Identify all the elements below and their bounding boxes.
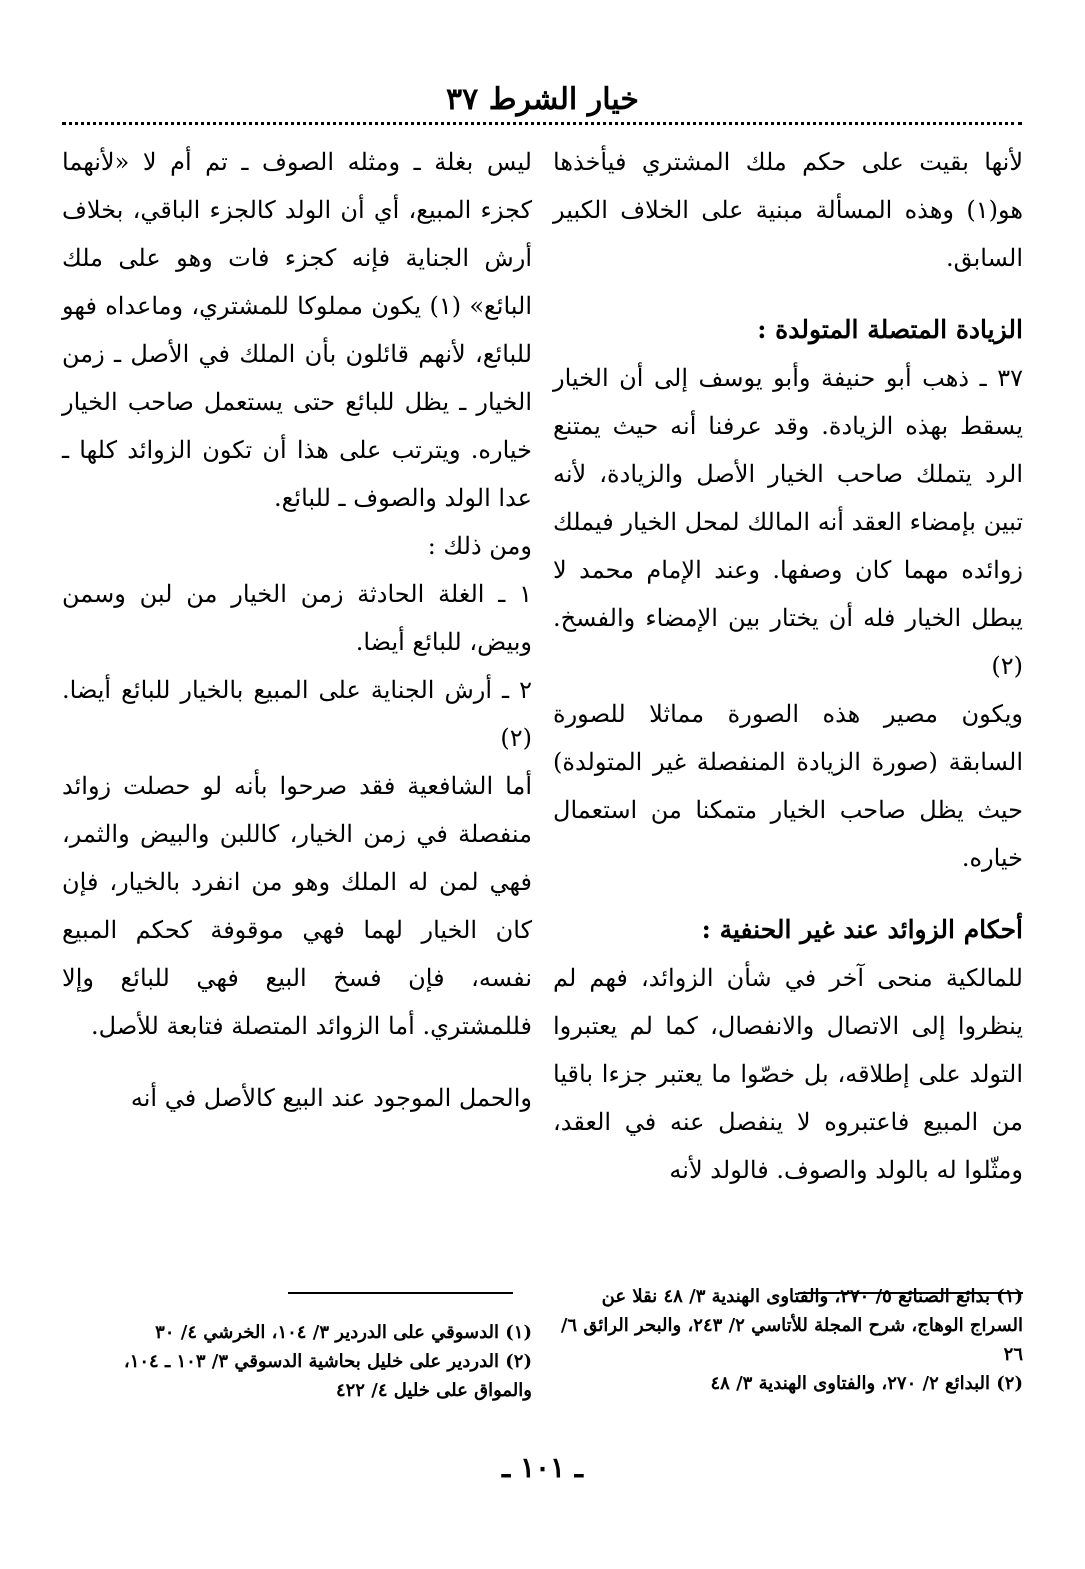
paragraph: للمالكية منحى آخر في شأن الزوائد، فهم لم ينظروا إلى الاتصال والانفصال، كما لم يعتبروا التولد على إطلاقه، بل خصّوا ما يعتبر جزءا باقيا من المبيع فاعتبروه لا ينفصل عنه في العقد، ومثّلوا له بالولد والصوف. فالولد لأنه bbox=[553, 964, 1023, 1184]
footnote: (٢) البدائع ٢/ ٢٧٠، والفتاوى الهندية ٣/ ٤٨ bbox=[710, 1373, 1023, 1394]
footnote: (١) بدائع الصنائع ٥/ ٢٧٠، والفتاوى الهندية ٣/ ٤٨ نقلا عن السراج الوهاج، شرح المجلة للأتاسي ٢/ ٢٤٣، والبحر الرائق ٦/ ٢٦ bbox=[560, 1286, 1023, 1365]
left-column bbox=[62, 138, 532, 1122]
footnotes-left bbox=[62, 1318, 532, 1405]
list-item: ٢ ـ أرش الجناية على المبيع بالخيار للبائع أيضا. (٢) bbox=[62, 676, 532, 752]
section-heading: أحكام الزوائد عند غير الحنفية : bbox=[701, 915, 1023, 944]
paragraph: ٣٧ ـ ذهب أبو حنيفة وأبو يوسف إلى أن الخيار يسقط بهذه الزيادة. وقد عرفنا أنه حيث يمتنع الرد يتملك صاحب الخيار الأصل والزيادة، لأنه تبين بإمضاء العقد أنه المالك لمحل الخيار فيملك زوائده مهما كان وصفها. وعند الإمام محمد لا يبطل الخيار فله أن يختار بين الإمضاء والفسخ. (٢) bbox=[553, 364, 1023, 680]
header-dotted-divider bbox=[62, 122, 1022, 125]
paragraph: أما الشافعية فقد صرحوا بأنه لو حصلت زوائد منفصلة في زمن الخيار، كاللبن والبيض والثمر، فهي لمن له الملك وهو من انفرد بالخيار، فإن كان الخيار لهما فهي موقوفة كحكم المبيع نفسه، فإن فسخ البيع فهي للبائع وإلا فللمشتري. أما الزوائد المتصلة فتابعة للأصل. bbox=[62, 772, 532, 1040]
footnote: (١) الدسوقي على الدردير ٣/ ١٠٤، الخرشي ٤/ ٣٠ bbox=[155, 1322, 532, 1343]
footnotes-right bbox=[553, 1282, 1023, 1398]
page-number: ـ ١٠١ ـ bbox=[501, 1451, 584, 1484]
paragraph: لأنها بقيت على حكم ملك المشتري فيأخذها هو(١) وهذه المسألة مبنية على الخلاف الكبير السابق. bbox=[553, 148, 1023, 272]
section-heading: الزيادة المتصلة المتولدة : bbox=[757, 315, 1023, 344]
paragraph: ومن ذلك : bbox=[427, 532, 532, 560]
paragraph: ليس بغلة ـ ومثله الصوف ـ تم أم لا «لأنهما كجزء المبيع، أي أن الولد كالجزء الباقي، بخلاف أرش الجناية فإنه كجزء فات وهو على ملك البائع» (١) يكون مملوكا للمشتري، وماعداه فهو للبائع، لأنهم قائلون بأن الملك في الأصل ـ زمن الخيار ـ يظل للبائع حتى يستعمل صاحب الخيار خياره. ويترتب على هذا أن تكون الزوائد كلها ـ عدا الولد والصوف ـ للبائع. bbox=[62, 148, 532, 512]
right-column bbox=[553, 138, 1023, 1194]
paragraph: ويكون مصير هذه الصورة مماثلا للصورة السابقة (صورة الزيادة المنفصلة غير المتولدة) حيث يظل صاحب الخيار متمكنا من استعمال خياره. bbox=[553, 700, 1023, 872]
page-header-title: خيار الشرط ٣٧ bbox=[446, 82, 639, 117]
paragraph: والحمل الموجود عند البيع كالأصل في أنه bbox=[130, 1084, 532, 1112]
list-item: ١ ـ الغلة الحادثة زمن الخيار من لبن وسمن وبيض، للبائع أيضا. bbox=[62, 580, 532, 656]
footnote-divider bbox=[288, 1292, 513, 1294]
footnote: (٢) الدردير على خليل بحاشية الدسوقي ٣/ ١٠٣ ـ ١٠٤، والمواق على خليل ٤/ ٤٢٢ bbox=[123, 1351, 532, 1401]
